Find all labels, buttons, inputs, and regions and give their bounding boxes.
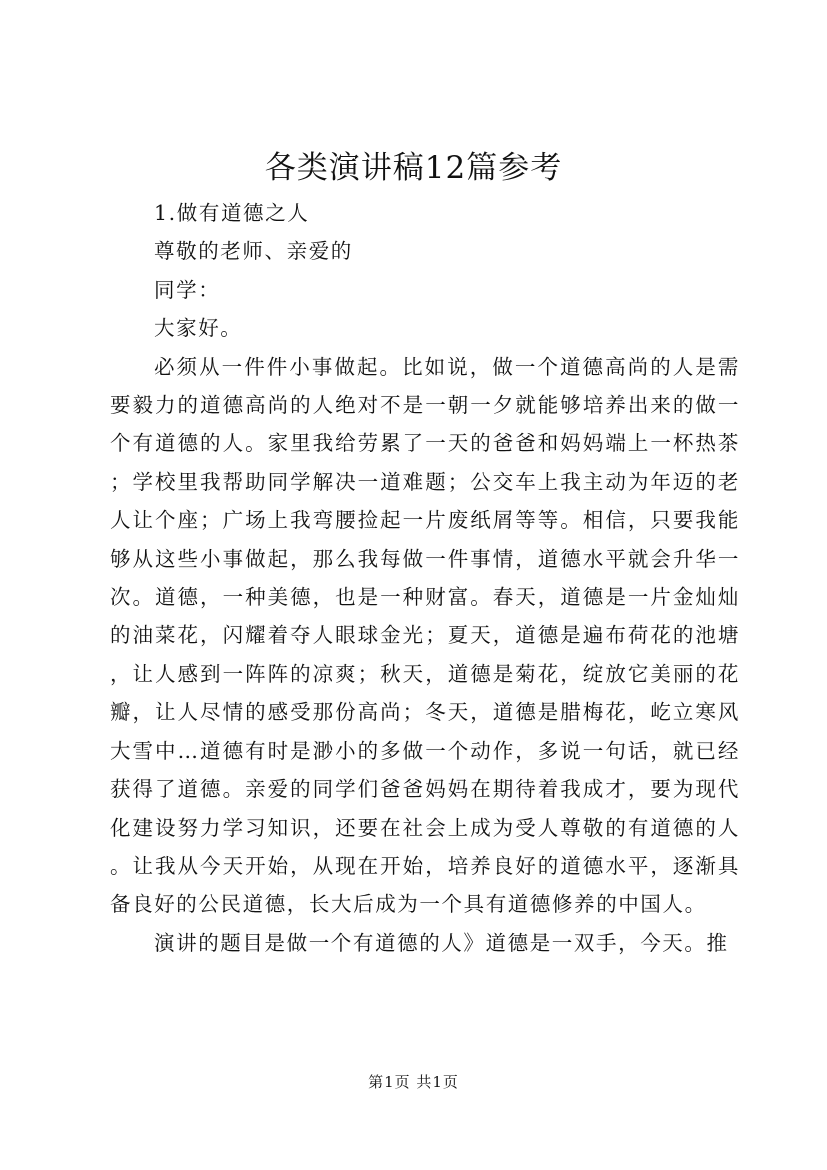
greeting-line: 大家好。 bbox=[154, 316, 243, 341]
document-body bbox=[110, 194, 740, 962]
page-footer: 第1页 共1页 bbox=[368, 1073, 459, 1091]
body-paragraph: 演讲的题目是做一个有道德的人》道德是一双手，今天。推 bbox=[154, 930, 729, 955]
section-heading: 1.做有道德之人 bbox=[154, 201, 310, 225]
body-paragraph: 必须从一件件小事做起。比如说，做一个道德高尚的人是需要毅力的道德高尚的人绝对不是一朝一夕就能够培养出来的做一个有道德的人。家里我给劳累了一天的爸爸和妈妈端上一杯热茶；学校里我帮助同学解决一道难题；公交车上我主动为年迈的老人让个座；广场上我弯腰捡起一片废纸屑等等。相信，只要我能够从这些小事做起，那么我每做一件事情，道德水平就会升华一次。道德，一种美德，也是一种财富。春天，道德是一片金灿灿的油菜花，闪耀着夺人眼球金光；夏天，道德是遍布荷花的池塘，让人感到一阵阵的凉爽；秋天，道德是菊花，绽放它美丽的花瓣，让人尽情的感受那份高尚；冬天，道德是腊梅花，屹立寒风大雪中…道德有时是渺小的多做一个动作，多说一句话，就已经获得了道德。亲爱的同学们爸爸妈妈在期待着我成才，要为现代化建设努力学习知识，还要在社会上成为受人尊敬的有道德的人。让我从今天开始，从现在开始，培养良好的道德水平，逐渐具备良好的公民道德，长大后成为一个具有道德修养的中国人。 bbox=[110, 354, 740, 917]
salutation-line: 尊敬的老师、亲爱的 bbox=[154, 239, 353, 264]
salutation-line: 同学： bbox=[154, 277, 221, 302]
document-title: 各类演讲稿12篇参考 bbox=[264, 150, 563, 186]
